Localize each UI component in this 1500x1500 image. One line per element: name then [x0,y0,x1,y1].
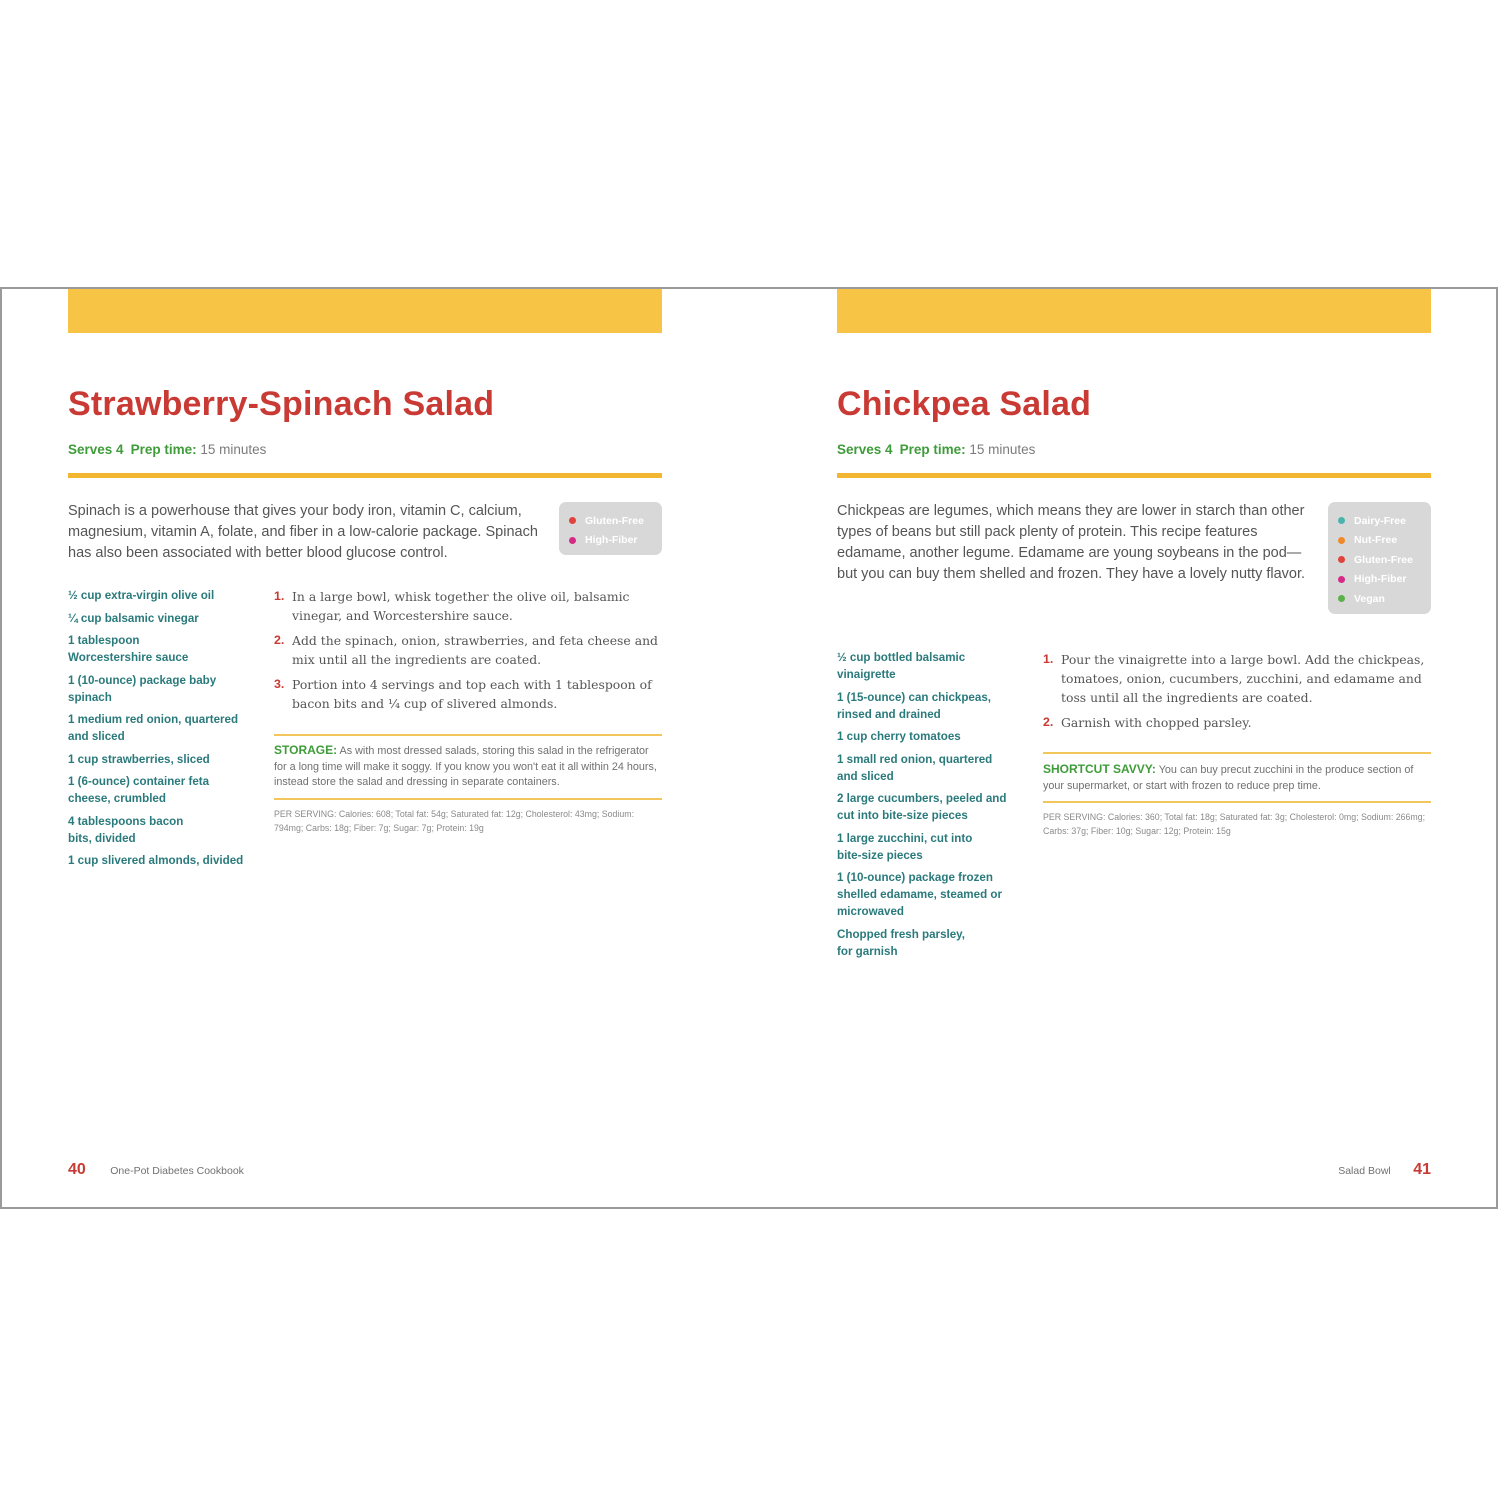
page-number: 40 [68,1161,86,1178]
diet-tag: Gluten-Free [1338,550,1431,570]
step-text: Portion into 4 servings and top each with 1 tablespoon of bacon bits and ¼ cup of slivered almonds. [292,677,652,711]
ingredient-list [837,649,1027,965]
step-text: Add the spinach, onion, strawberries, and feta cheese and mix until all the ingredients are coated. [292,633,658,667]
tag-dot-icon [1338,556,1345,563]
prep-value: 15 minutes [969,442,1036,457]
section-title: Salad Bowl [1338,1165,1391,1177]
ingredient-item: 4 tablespoons bacon bits, divided [68,814,184,845]
ingredient-item: 1 cup slivered almonds, divided [68,854,244,867]
recipe-meta [68,442,266,457]
diet-tag: Dairy-Free [1338,511,1431,531]
diet-tags [559,502,662,555]
book-spread [0,287,1498,1209]
note-rule-bottom [274,798,662,800]
header-rule [68,473,662,478]
prep-value: 15 minutes [200,442,267,457]
left-page [68,289,662,1207]
ingredient-item: ¼ cup balsamic vinegar [68,611,199,625]
step-text: In a large bowl, whisk together the olive oil, balsamic vinegar, and Worcestershire sauce. [292,589,630,623]
ingredient-item: 1 medium red onion, quartered and sliced [68,713,239,743]
serves-label: Serves 4 [837,442,893,457]
ingredient-item: 1 (10-ounce) package baby spinach [68,673,217,704]
page-number: 41 [1413,1161,1431,1178]
step-list [1043,650,1431,738]
step-item [1043,650,1431,707]
ingredient-item: 1 (6-ounce) container feta cheese, crumbled [68,775,210,805]
step-number: 2. [1043,715,1054,729]
note-rule-bottom [1043,801,1431,803]
recipe-title: Chickpea Salad [837,385,1092,423]
ingredient-item: 1 cup strawberries, sliced [68,752,210,766]
tag-dot-icon [1338,537,1345,544]
book-title: One-Pot Diabetes Cookbook [110,1165,244,1177]
ingredient-item: 2 large cucumbers, peeled and cut into bite-size pieces [837,792,1007,822]
ingredient-item: 1 large zucchini, cut into bite-size pieces [837,831,973,862]
step-number: 1. [1043,652,1054,666]
tag-dot-icon [569,517,576,524]
note-rule-top [1043,752,1431,754]
tag-dot-icon [569,537,576,544]
step-number: 3. [274,677,285,691]
tag-dot-icon [1338,576,1345,583]
shortcut-note [1043,762,1431,794]
ingredient-item: ½ cup extra-virgin olive oil [68,589,215,602]
recipe-intro: Spinach is a powerhouse that gives your body iron, vitamin C, calcium, magnesium, vitamin A, folate, and fiber in a low-calorie package. Spinach has also been associated with better blood glucose control. [68,503,538,561]
note-label: SHORTCUT SAVVY: [1043,762,1156,776]
diet-tag: High-Fiber [1338,570,1431,590]
header-band [68,289,662,333]
diet-tag: Gluten-Free [569,511,662,531]
prep-label: Prep time: [899,442,966,457]
ingredient-item: 1 cup cherry tomatoes [837,730,961,743]
note-text: As with most dressed salads, storing this salad in the refrigerator for a long time will make it soggy. If you know you won't eat it all within 24 hours, instead store the salad and dressing in separate containers. [274,745,657,788]
note-label: STORAGE: [274,743,338,757]
step-text: Pour the vinaigrette into a large bowl. Add the chickpeas, tomatoes, onion, cucumbers, zucchini, and edamame and toss until all the ingredients are coated. [1061,652,1425,705]
recipe-title: Strawberry-Spinach Salad [68,385,495,423]
step-number: 1. [274,589,285,603]
note-rule-top [274,734,662,736]
serves-label: Serves 4 [68,442,124,457]
ingredient-item: ½ cup bottled balsamic vinaigrette [837,651,966,681]
recipe-meta [837,442,1035,457]
header-rule [837,473,1431,478]
diet-tag: Vegan [1338,589,1431,609]
diet-tags [1328,502,1431,614]
recipe-intro: Chickpeas are legumes, which means they are lower in starch than other types of beans but still pack plenty of protein. This recipe features edamame, another legume. Edamame are young soybeans in the pod—but you can buy them shelled and frozen. They have a lovely nutty flavor. [837,503,1306,582]
ingredient-item: 1 (10-ounce) package frozen shelled edamame, steamed or microwaved [837,871,1002,918]
ingredient-item: 1 small red onion, quartered and sliced [837,752,993,783]
step-item [274,675,662,713]
step-text: Garnish with chopped parsley. [1061,715,1252,730]
storage-note [274,743,662,791]
diet-tag: Nut-Free [1338,531,1431,551]
header-band [837,289,1431,333]
step-item [274,587,662,625]
nutrition-info: PER SERVING: Calories: 360; Total fat: 18g; Saturated fat: 3g; Cholesterol: 0mg; Sodium: 266mg; Carbs: 37g; Fiber: 10g; Sugar: 12g; Protein: 15g [1043,812,1426,836]
right-page [837,289,1431,1207]
page-footer [68,1161,244,1179]
ingredient-list [68,587,258,875]
ingredient-item: 1 (15-ounce) can chickpeas, rinsed and drained [837,690,992,721]
tag-dot-icon [1338,595,1345,602]
step-number: 2. [274,633,285,647]
tag-dot-icon [1338,517,1345,524]
ingredient-item: Chopped fresh parsley, for garnish [837,927,965,958]
note-text: You can buy precut zucchini in the produce section of your supermarket, or start with frozen to reduce prep time. [1043,764,1414,792]
nutrition-info: PER SERVING: Calories: 608; Total fat: 54g; Saturated fat: 12g; Cholesterol: 43mg; Sodium: 794mg; Carbs: 18g; Fiber: 7g; Sugar: 7g; Protein: 19g [274,809,635,833]
step-item [1043,713,1431,732]
ingredient-item: 1 tablespoon Worcestershire sauce [68,634,189,664]
page-footer [1338,1161,1431,1179]
step-list [274,587,662,719]
step-item [274,631,662,669]
prep-label: Prep time: [130,442,197,457]
diet-tag: High-Fiber [569,531,662,551]
